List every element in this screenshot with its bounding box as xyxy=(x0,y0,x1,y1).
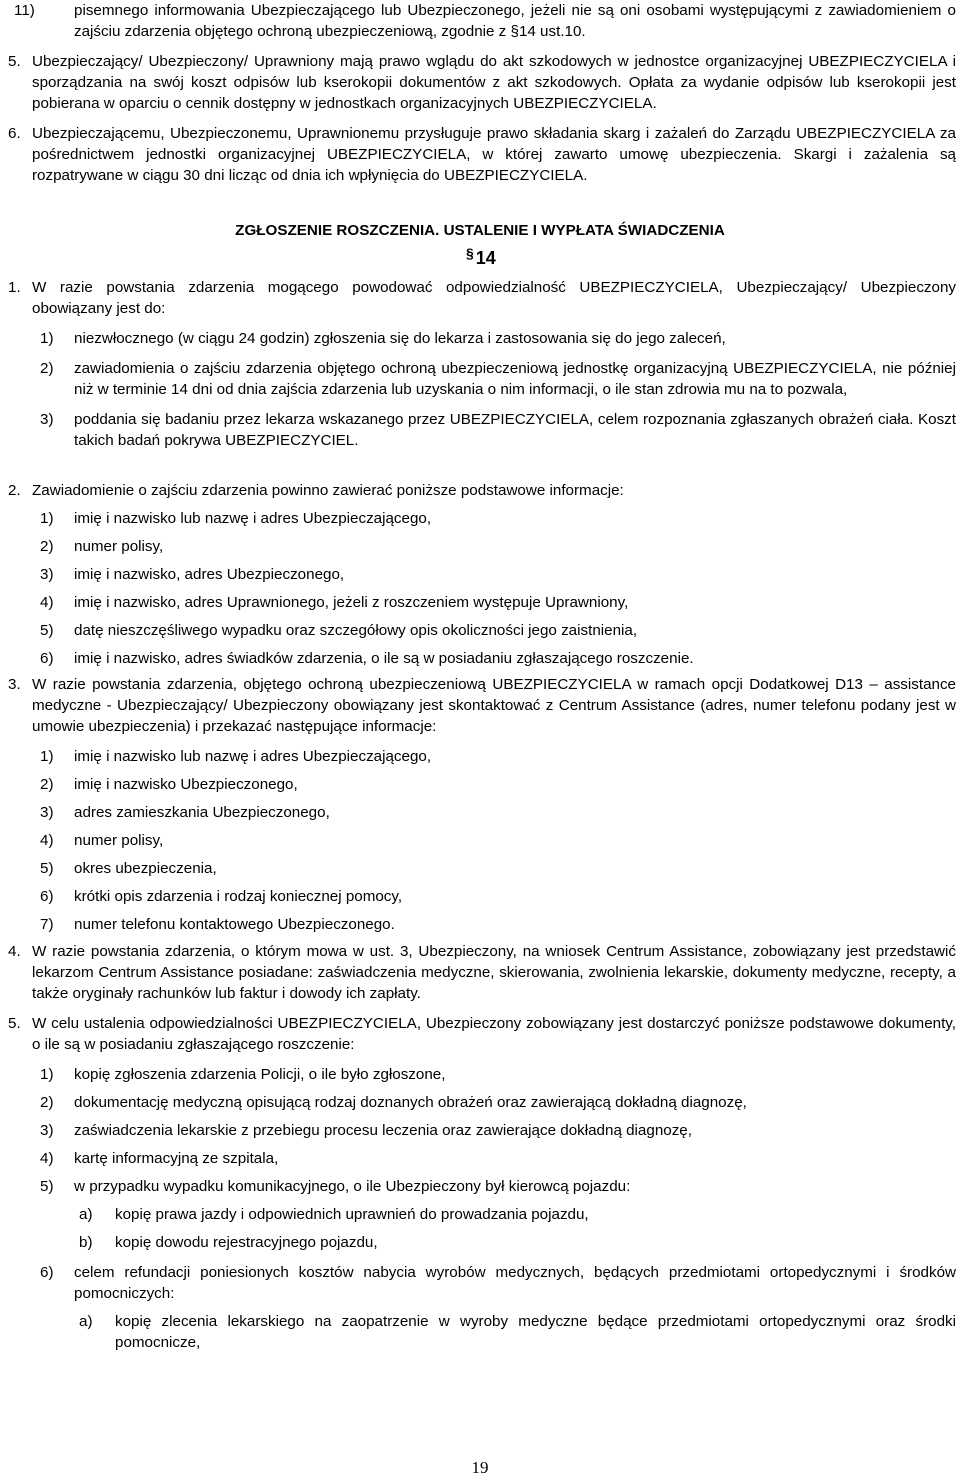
item-text: imię i nazwisko lub nazwę i adres Ubezpieczającego, xyxy=(74,748,432,765)
sub-item xyxy=(0,536,960,557)
point-2 xyxy=(0,480,960,669)
item-text: kartę informacyjną ze szpitala, xyxy=(74,1150,279,1167)
sub-item xyxy=(0,1148,960,1169)
item-text: imię i nazwisko, adres Uprawnionego, jeżeli z roszczeniem występuje Uprawniony, xyxy=(74,594,629,611)
list-item xyxy=(0,123,960,186)
item-number: 7) xyxy=(40,916,54,933)
item-text: W razie powstania zdarzenia, objętego ochroną ubezpieczeniową UBEZPIECZYCIELA w ramach opcji Dodatkowej D13 – assistance medyczne - Ubezpieczający/ Ubezpieczony obowiązany jest skontaktować z Centrum Assistance (adres, numer telefonu podany jest w umowie ubezpieczenia) i przekazać następujące informacje: xyxy=(32,676,956,735)
item-number: 5. xyxy=(8,1015,21,1032)
point-4 xyxy=(0,941,960,1004)
item-number: 5) xyxy=(40,860,54,877)
sub-item xyxy=(0,592,960,613)
item-number: 1. xyxy=(8,279,21,296)
item-number: 3) xyxy=(40,411,54,428)
item-text: numer polisy, xyxy=(74,832,164,849)
item-number: 4) xyxy=(40,1150,54,1167)
item-text: okres ubezpieczenia, xyxy=(74,860,217,877)
item-text: imię i nazwisko Ubezpieczonego, xyxy=(74,776,298,793)
previous-section-continuation xyxy=(0,0,960,186)
section-heading: ZGŁOSZENIE ROSZCZENIA. USTALENIE I WYPŁATA ŚWIADCZENIA xyxy=(235,222,725,239)
item-text: dokumentację medyczną opisującą rodzaj doznanych obrażeń oraz zawierającą dokładną diagnozę, xyxy=(74,1094,747,1111)
sub-item xyxy=(0,914,960,935)
paragraph-symbol: § xyxy=(466,245,474,261)
sub-sub-item xyxy=(0,1232,960,1253)
item-text: zawiadomienia o zajściu zdarzenia objętego ochroną ubezpieczeniową jednostkę organizacyjną UBEZPIECZYCIELA, nie później niż w terminie 14 dni od dnia zajścia zdarzenia lub uzyskania o nim informacji, o ile stan zdrowia mu na to pozwala, xyxy=(74,360,956,398)
item-number: 2) xyxy=(40,538,54,555)
item-text: pisemnego informowania Ubezpieczającego lub Ubezpieczonego, jeżeli nie są oni osobami występującymi z zawiadomieniem o zajściu zdarzenia objętego ochroną ubezpieczeniową, zgodnie z §14 ust.10. xyxy=(74,2,956,40)
point-5 xyxy=(0,1013,960,1353)
item-number: 3) xyxy=(40,566,54,583)
item-text: numer polisy, xyxy=(74,538,164,555)
item-number: 4) xyxy=(40,832,54,849)
item-number: 3. xyxy=(8,676,21,693)
item-text: W razie powstania zdarzenia, o którym mowa w ust. 3, Ubezpieczony, na wniosek Centrum Assistance, zobowiązany jest przedstawić lekarzom Centrum Assistance posiadane: zaświadczenia medyczne, skierowania, zwolnienia lekarskie, dokumenty medyczne, recepty, a także oryginały rachunków lub faktur i dowody ich zapłaty. xyxy=(32,943,956,1002)
item-letter: a) xyxy=(79,1206,93,1223)
page-number: 19 xyxy=(471,1458,489,1477)
sub-item xyxy=(0,1064,960,1085)
sub-item xyxy=(0,358,960,400)
sub-item xyxy=(0,1262,960,1304)
item-text: datę nieszczęśliwego wypadku oraz szczegółowy opis okoliczności jego zaistnienia, xyxy=(74,622,638,639)
item-text: W celu ustalenia odpowiedzialności UBEZPIECZYCIELA, Ubezpieczony zobowiązany jest dostarczyć poniższe podstawowe dokumenty, o ile są w posiadaniu zgłaszającego roszczenie: xyxy=(32,1015,956,1053)
sub-item xyxy=(0,564,960,585)
item-number: 2) xyxy=(40,360,54,377)
sub-sub-item xyxy=(0,1311,960,1353)
item-text: Ubezpieczający/ Ubezpieczony/ Uprawniony mają prawo wglądu do akt szkodowych w jednostce organizacyjnej UBEZPIECZYCIELA i sporządzania na swój koszt odpisów lub kserokopii dokumentów z akt szkodowych. Opłata za wydanie odpisów lub kserokopii jest pobierana w oparciu o cennik dostępny w jednostkach organizacyjnych UBEZPIECZYCIELA. xyxy=(32,53,956,112)
sub-item xyxy=(0,648,960,669)
item-number: 1) xyxy=(40,1066,54,1083)
item-number: 2) xyxy=(40,776,54,793)
list-item xyxy=(0,674,960,737)
item-text: Ubezpieczającemu, Ubezpieczonemu, Uprawnionemu przysługuje prawo składania skarg i zażaleń do Zarządu UBEZPIECZYCIELA za pośrednictwem jednostki organizacyjnej UBEZPIECZYCIELA, w której zawarto umowę ubezpieczenia. Skargi i zażalenia są rozpatrywane w ciągu 30 dni licząc od dnia ich wpłynięcia do UBEZPIECZYCIELA. xyxy=(32,125,956,184)
item-text: imię i nazwisko, adres Ubezpieczonego, xyxy=(74,566,345,583)
sub-item xyxy=(0,774,960,795)
item-text: imię i nazwisko, adres świadków zdarzenia, o ile są w posiadaniu zgłaszającego roszczenie. xyxy=(74,650,694,667)
item-text: celem refundacji poniesionych kosztów nabycia wyrobów medycznych, będących przedmiotami ortopedycznymi i środków pomocniczych: xyxy=(74,1264,956,1302)
sub-item xyxy=(0,328,960,349)
sub-item xyxy=(0,858,960,879)
sub-item xyxy=(0,886,960,907)
sub-item xyxy=(0,620,960,641)
item-letter: a) xyxy=(79,1313,93,1330)
item-number: 1) xyxy=(40,748,54,765)
item-number: 5) xyxy=(40,1178,54,1195)
item-text: krótki opis zdarzenia i rodzaj koniecznej pomocy, xyxy=(74,888,403,905)
sub-item xyxy=(0,746,960,767)
item-text: adres zamieszkania Ubezpieczonego, xyxy=(74,804,330,821)
sub-sub-item xyxy=(0,1204,960,1225)
item-number: 3) xyxy=(40,1122,54,1139)
item-number: 6) xyxy=(40,650,54,667)
item-number: 1) xyxy=(40,330,54,347)
item-number: 11) xyxy=(14,2,35,19)
list-item xyxy=(0,480,960,501)
list-item xyxy=(0,51,960,114)
item-text: zaświadczenia lekarskie z przebiegu procesu leczenia oraz zawierające dokładną diagnozę, xyxy=(74,1122,692,1139)
list-item xyxy=(0,1013,960,1055)
item-text: imię i nazwisko lub nazwę i adres Ubezpieczającego, xyxy=(74,510,432,527)
sub-item xyxy=(0,1120,960,1141)
list-item xyxy=(0,0,960,42)
paragraph-number-value: 14 xyxy=(475,248,496,268)
item-number: 5) xyxy=(40,622,54,639)
item-number: 5. xyxy=(8,53,21,70)
item-number: 6) xyxy=(40,888,54,905)
list-item xyxy=(0,277,960,319)
item-text: kopię zgłoszenia zdarzenia Policji, o ile było zgłoszone, xyxy=(74,1066,446,1083)
sub-item xyxy=(0,830,960,851)
item-number: 4) xyxy=(40,594,54,611)
item-text: numer telefonu kontaktowego Ubezpieczonego. xyxy=(74,916,395,933)
paragraph-number xyxy=(466,247,496,270)
item-text: w przypadku wypadku komunikacyjnego, o ile Ubezpieczony był kierowcą pojazdu: xyxy=(74,1178,631,1195)
item-text: kopię prawa jazdy i odpowiednich uprawnień do prowadzania pojazdu, xyxy=(115,1206,589,1223)
item-letter: b) xyxy=(79,1234,93,1251)
item-number: 3) xyxy=(40,804,54,821)
item-text: kopię dowodu rejestracyjnego pojazdu, xyxy=(115,1234,378,1251)
item-number: 6) xyxy=(40,1264,54,1281)
sub-item xyxy=(0,1176,960,1197)
item-text: poddania się badaniu przez lekarza wskazanego przez UBEZPIECZYCIELA, celem rozpoznania zgłaszanych obrażeń ciała. Koszt takich badań pokrywa UBEZPIECZYCIEL. xyxy=(74,411,956,449)
item-text: Zawiadomienie o zajściu zdarzenia powinno zawierać poniższe podstawowe informacje: xyxy=(32,482,624,499)
sub-item xyxy=(0,409,960,451)
item-number: 2. xyxy=(8,482,21,499)
item-text: kopię zlecenia lekarskiego na zaopatrzenie w wyroby medyczne będące przedmiotami ortopedycznymi oraz środki pomocnicze, xyxy=(115,1313,956,1351)
item-number: 2) xyxy=(40,1094,54,1111)
point-1 xyxy=(0,277,960,451)
sub-item xyxy=(0,508,960,529)
sub-item xyxy=(0,1092,960,1113)
sub-item xyxy=(0,802,960,823)
item-text: W razie powstania zdarzenia mogącego powodować odpowiedzialność UBEZPIECZYCIELA, Ubezpieczający/ Ubezpieczony obowiązany jest do: xyxy=(32,279,956,317)
item-text: niezwłocznego (w ciągu 24 godzin) zgłoszenia się do lekarza i zastosowania się do jego zaleceń, xyxy=(74,330,726,347)
item-number: 4. xyxy=(8,943,21,960)
item-number: 1) xyxy=(40,510,54,527)
list-item xyxy=(0,941,960,1004)
point-3 xyxy=(0,674,960,935)
item-number: 6. xyxy=(8,125,21,142)
